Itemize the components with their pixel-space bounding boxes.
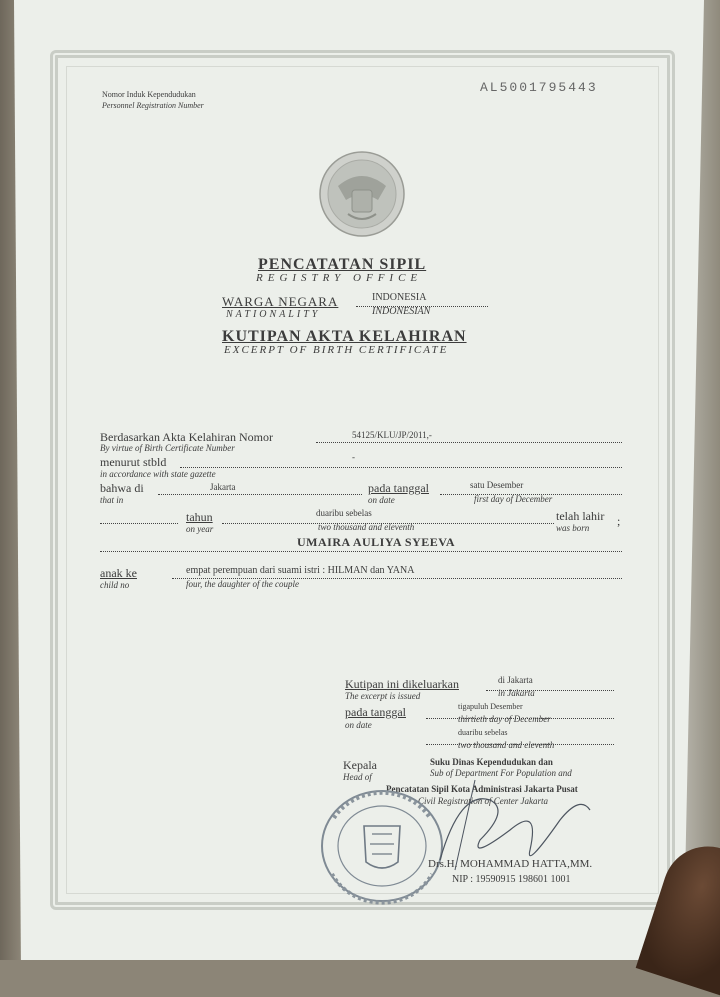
child-name: UMAIRA AULIYA SYEEVA bbox=[297, 535, 456, 549]
place-line bbox=[158, 494, 362, 495]
stbld-line bbox=[180, 467, 622, 468]
official-name: Drs.H. MOHAMMAD HATTA,MM. bbox=[428, 858, 593, 870]
child-order-value: empat perempuan dari suami istri : HILMAN dan YANA bbox=[186, 565, 415, 576]
stbld-label-en: in accordance with state gazette bbox=[100, 469, 216, 479]
issued-value-en: in Jakarta bbox=[498, 688, 535, 698]
issue-date-label: pada tanggal bbox=[345, 705, 406, 719]
year-lead-line bbox=[100, 523, 178, 524]
birth-year-value-en: two thousand and eleventh bbox=[318, 522, 415, 532]
place-label-en: that in bbox=[100, 495, 124, 505]
nationality-value-en: INDONESIAN bbox=[372, 306, 431, 317]
birth-year-label-en: on year bbox=[186, 524, 214, 534]
office-line2: Pencatatan Sipil Kota Administrasi Jakarta Pusat bbox=[386, 784, 578, 794]
born-label-en: was born bbox=[556, 523, 590, 533]
child-order-value-en: four, the daughter of the couple bbox=[186, 579, 299, 589]
office-title-en: REGISTRY OFFICE bbox=[256, 272, 423, 284]
garuda-emblem-icon bbox=[318, 150, 406, 238]
issue-date-value: tigapuluh Desember bbox=[458, 702, 523, 711]
cert-number-label: Berdasarkan Akta Kelahiran Nomor bbox=[100, 430, 273, 444]
office-line2-en: Civil Registration of Center Jakarta bbox=[418, 796, 548, 806]
birth-date-value-en: first day of December bbox=[474, 494, 553, 504]
official-nip: NIP : 19590915 198601 1001 bbox=[452, 874, 571, 885]
office-line1-en: Sub of Department For Population and bbox=[430, 768, 572, 778]
head-label: Kepala bbox=[343, 758, 377, 772]
issue-year-value: duaribu sebelas bbox=[458, 728, 508, 737]
stbld-value: - bbox=[352, 452, 355, 462]
child-name-line bbox=[100, 551, 622, 552]
birth-date-value: satu Desember bbox=[470, 480, 524, 490]
born-label: telah lahir bbox=[556, 509, 605, 523]
birth-year-value: duaribu sebelas bbox=[316, 508, 372, 518]
nationality-label: WARGA NEGARA bbox=[222, 294, 339, 309]
issued-label: Kutipan ini dikeluarkan bbox=[345, 677, 459, 691]
issue-date-value-en: thirtieth day of December bbox=[458, 714, 551, 724]
personal-number-label-en: Personnel Registration Number bbox=[102, 101, 204, 110]
issued-value: di Jakarta bbox=[498, 675, 533, 685]
stbld-label: menurut stbld bbox=[100, 455, 167, 469]
nationality-value: INDONESIA bbox=[372, 292, 427, 303]
issue-year-value-en: two thousand and eleventh bbox=[458, 740, 555, 750]
born-semicolon: ; bbox=[617, 514, 621, 528]
personal-number-label: Nomor Induk Kependudukan bbox=[102, 90, 196, 99]
office-title: PENCATATAN SIPIL bbox=[258, 256, 427, 273]
place-value: Jakarta bbox=[210, 482, 236, 492]
serial-number: AL5001795443 bbox=[480, 80, 598, 95]
place-label: bahwa di bbox=[100, 481, 144, 495]
document-title: KUTIPAN AKTA KELAHIRAN bbox=[222, 328, 467, 345]
birth-date-label: pada tanggal bbox=[368, 481, 429, 495]
cert-number-line bbox=[316, 442, 622, 443]
child-order-label: anak ke bbox=[100, 566, 137, 580]
nationality-label-en: NATIONALITY bbox=[226, 309, 321, 320]
cert-number-value: 54125/KLU/JP/2011,- bbox=[352, 430, 432, 440]
issue-date-label-en: on date bbox=[345, 720, 372, 730]
issued-label-en: The excerpt is issued bbox=[345, 691, 421, 701]
child-order-label-en: child no bbox=[100, 580, 130, 590]
document-title-en: EXCERPT OF BIRTH CERTIFICATE bbox=[224, 344, 449, 356]
birth-year-label: tahun bbox=[186, 510, 213, 524]
office-line1: Suku Dinas Kependudukan dan bbox=[430, 757, 553, 767]
cert-number-label-en: By virtue of Birth Certificate Number bbox=[100, 443, 235, 453]
birth-date-label-en: on date bbox=[368, 495, 395, 505]
head-label-en: Head of bbox=[343, 772, 372, 782]
